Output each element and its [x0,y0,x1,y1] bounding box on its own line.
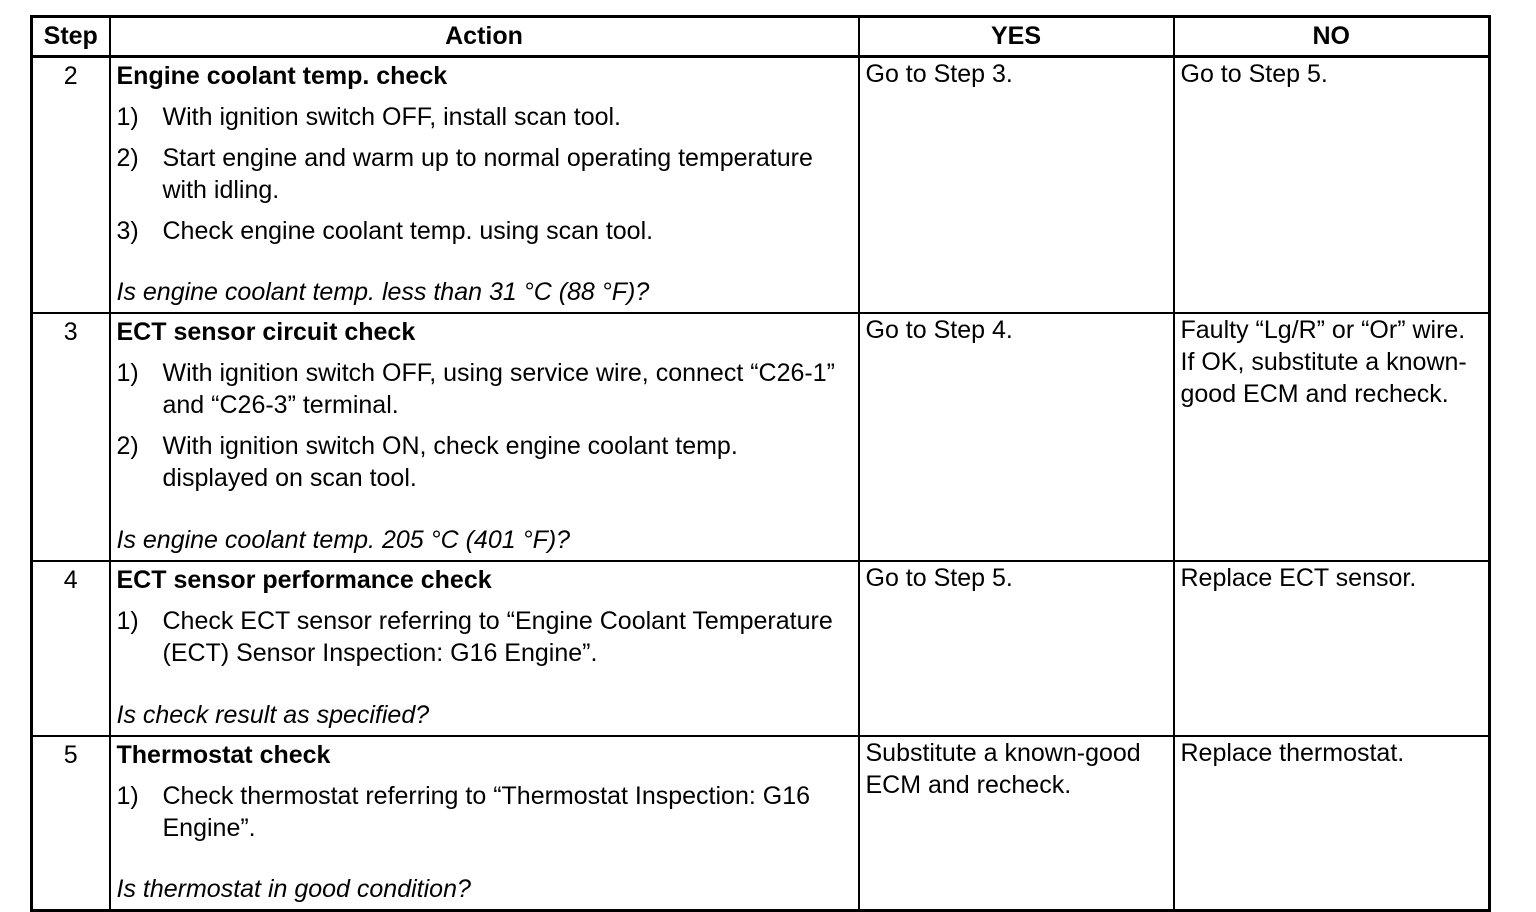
header-yes: YES [859,17,1174,57]
step-number: 4 [32,561,110,736]
yes-result: Substitute a known-good ECM and recheck. [859,736,1174,911]
action-step-text: Check ECT sensor referring to “Engine Coolant Temperature (ECT) Sensor Inspection: G16 Engine”. [162,607,833,667]
action-cell [110,561,859,736]
action-steps [117,780,850,844]
action-steps [117,357,850,494]
action-question: Is engine coolant temp. less than 31 °C (88 °F)? [116,278,650,306]
action-step-number: 1) [116,359,139,387]
action-steps [117,101,850,247]
action-step [117,357,850,421]
header-action: Action [110,17,859,57]
action-step-number: 1) [116,103,139,131]
yes-result: Go to Step 4. [859,313,1174,561]
action-step-text: With ignition switch OFF, install scan tool. [162,103,621,131]
action-step-number: 1) [116,782,139,810]
table-row [32,57,1490,314]
no-result: Replace ECT sensor. [1174,561,1490,736]
action-step [117,430,850,494]
action-step-number: 2) [116,432,139,460]
action-cell [110,736,859,911]
action-step-number: 1) [116,607,139,635]
action-step-text: With ignition switch OFF, using service wire, connect “C26-1” and “C26-3” terminal. [162,359,835,419]
action-title: ECT sensor circuit check [116,318,416,346]
action-step-text: Start engine and warm up to normal operating temperature with idling. [162,144,813,204]
no-result: Go to Step 5. [1174,57,1490,314]
action-step-text: Check engine coolant temp. using scan tool. [162,217,654,245]
action-step-number: 2) [116,144,139,172]
action-title: Thermostat check [116,741,331,769]
table-row [32,736,1490,911]
step-number: 5 [32,736,110,911]
no-result: Faulty “Lg/R” or “Or” wire. If OK, substitute a known-good ECM and recheck. [1174,313,1490,561]
yes-result: Go to Step 3. [859,57,1174,314]
action-step [117,142,850,206]
action-question: Is engine coolant temp. 205 °C (401 °F)? [116,526,571,554]
action-question: Is check result as specified? [116,701,430,729]
action-question: Is thermostat in good condition? [116,875,471,903]
table-header [32,17,1490,57]
header-row [32,17,1490,57]
action-step-text: Check thermostat referring to “Thermostat Inspection: G16 Engine”. [162,782,810,842]
action-cell [110,57,859,314]
table-row [32,313,1490,561]
step-number: 3 [32,313,110,561]
no-result: Replace thermostat. [1174,736,1490,911]
table-body [32,57,1490,911]
action-step [117,780,850,844]
action-step-number: 3) [116,217,139,245]
action-step [117,101,850,133]
header-no: NO [1174,17,1490,57]
action-title: ECT sensor performance check [116,566,492,594]
header-step: Step [32,17,110,57]
action-step [117,215,850,247]
action-title: Engine coolant temp. check [116,62,448,90]
yes-result: Go to Step 5. [859,561,1174,736]
action-step [117,605,850,669]
action-step-text: With ignition switch ON, check engine coolant temp. displayed on scan tool. [162,432,738,492]
step-number: 2 [32,57,110,314]
action-steps [117,605,850,669]
table-row [32,561,1490,736]
action-cell [110,313,859,561]
diagnostic-table [30,15,1491,912]
